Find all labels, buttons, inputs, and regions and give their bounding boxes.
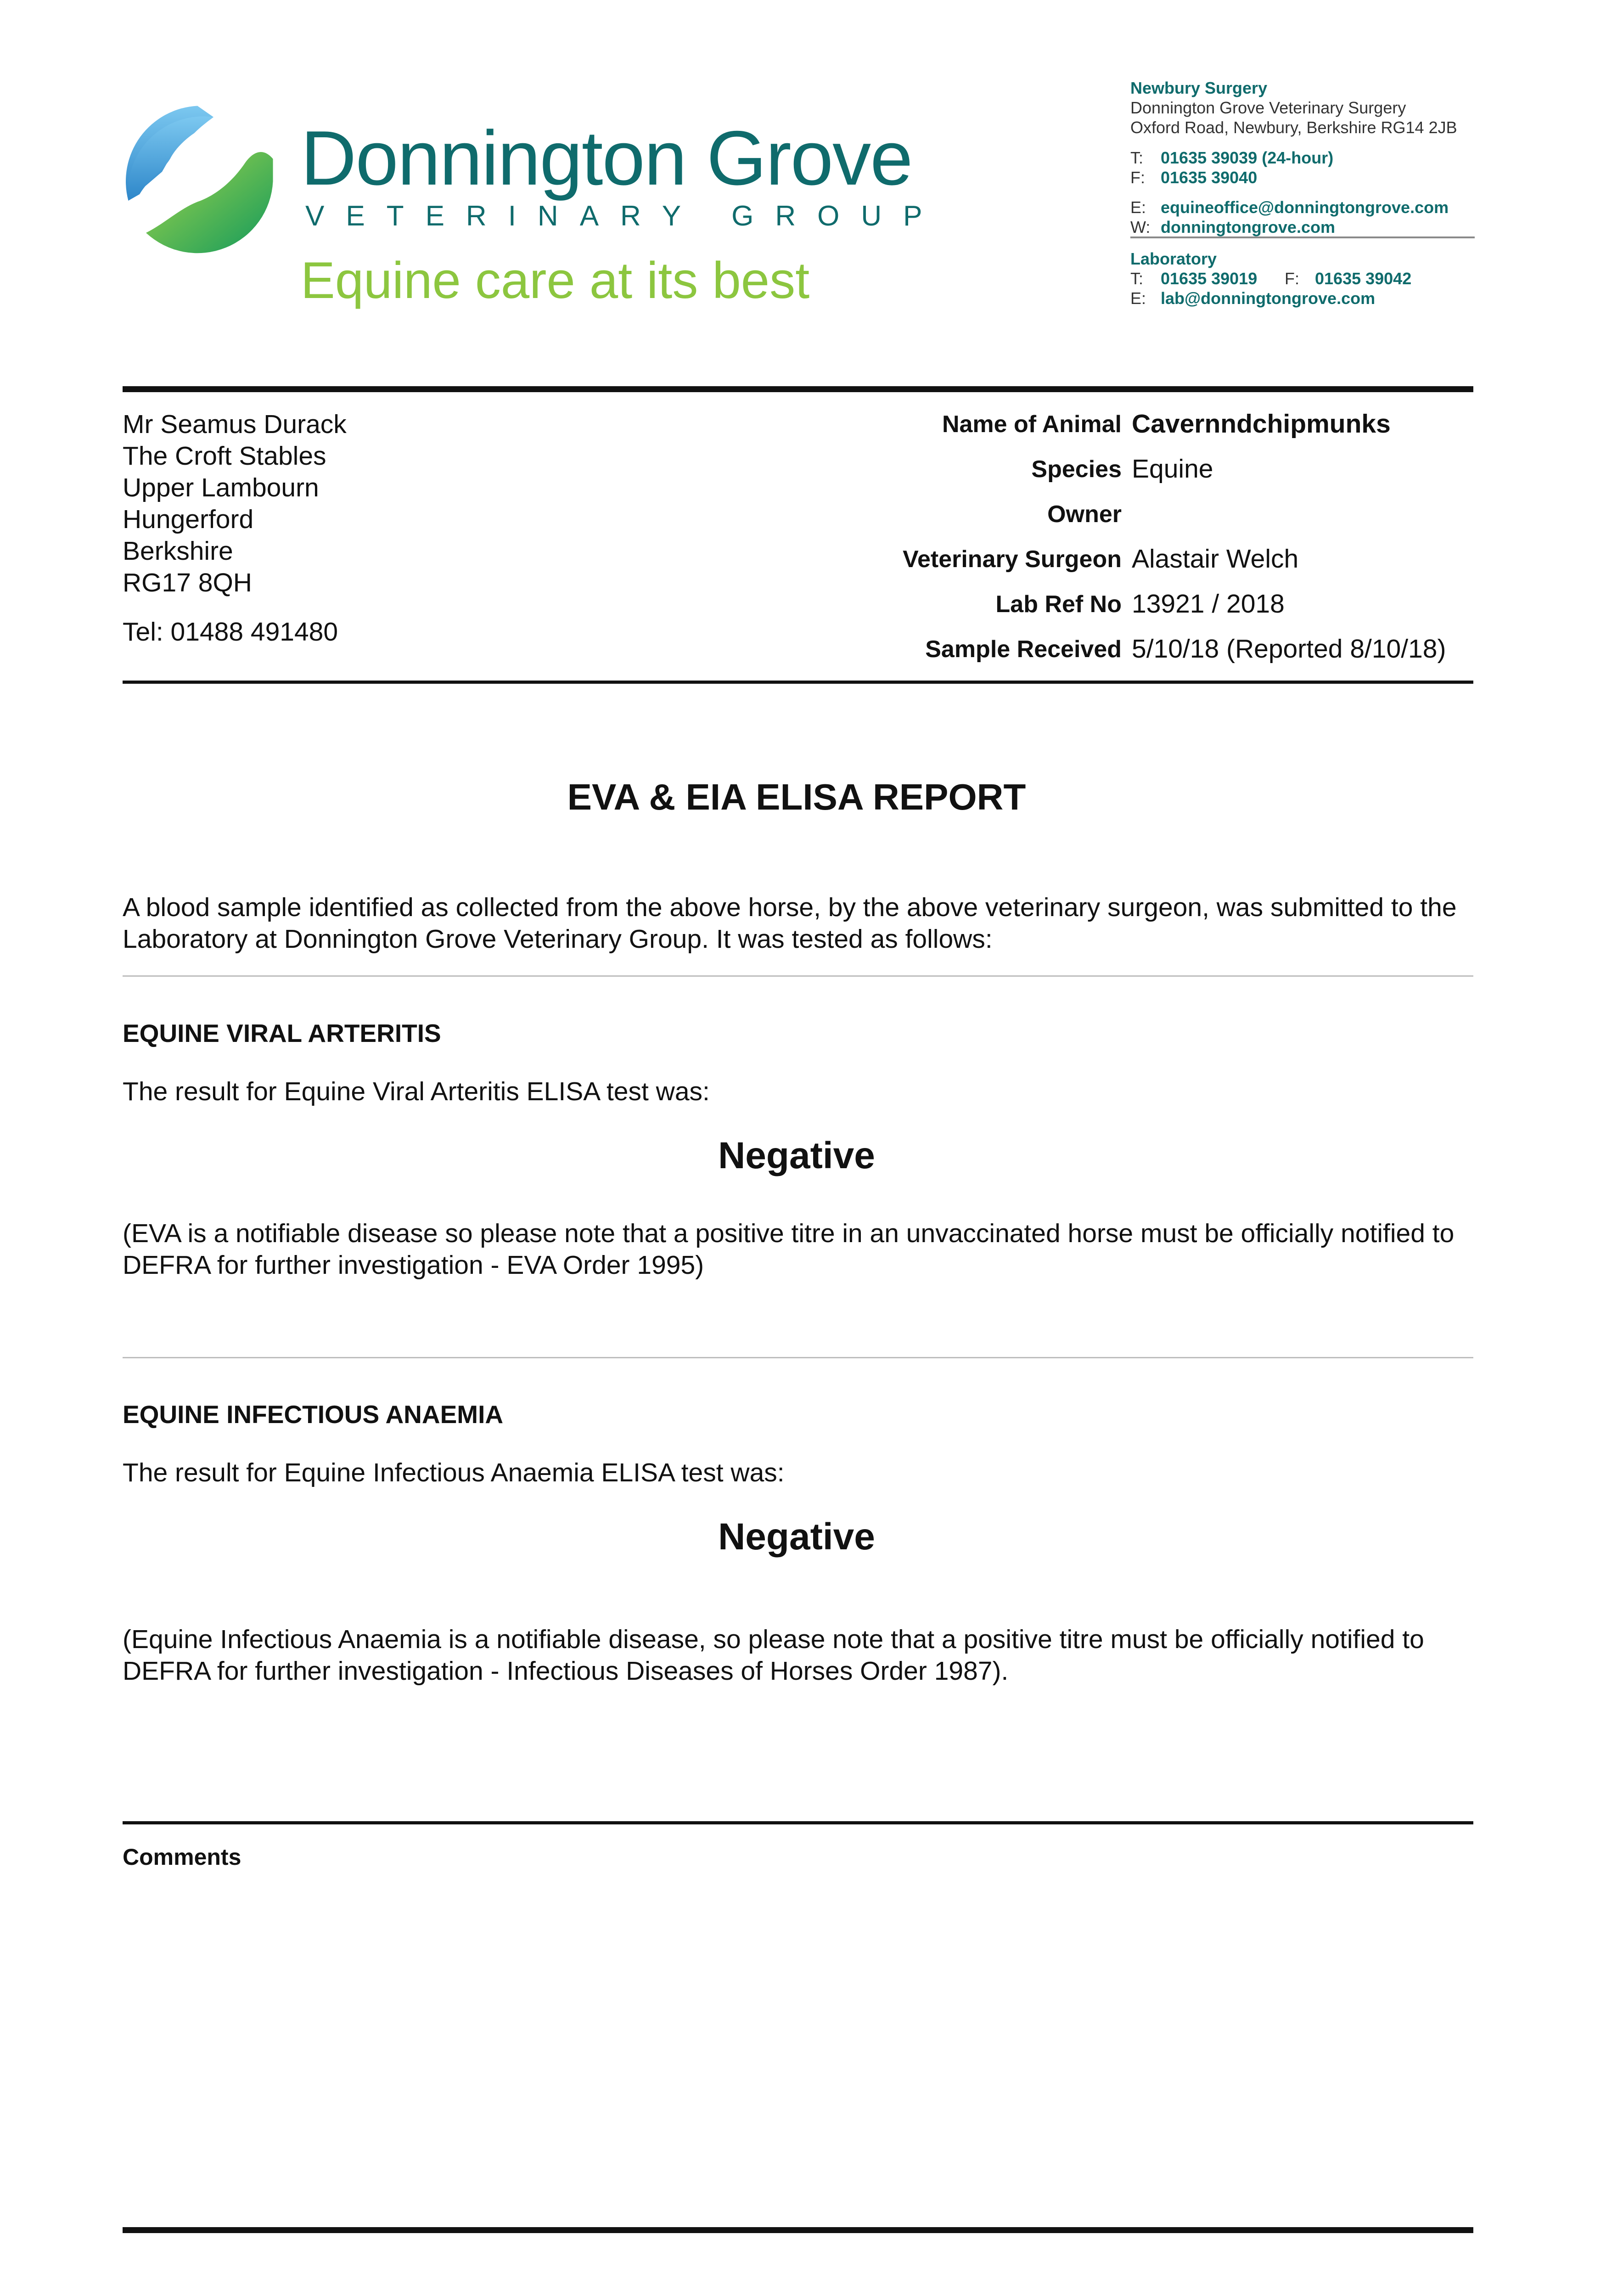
surgery-heading: Newbury Surgery xyxy=(1130,79,1268,97)
surgery-email-link[interactable]: equineoffice@donningtongrove.com xyxy=(1161,197,1449,217)
animal-name-label: Name of Animal xyxy=(942,411,1122,438)
laboratory-fax-label: F: xyxy=(1285,269,1299,288)
surgery-address-line2: Oxford Road, Newbury, Berkshire RG14 2JB xyxy=(1130,118,1457,137)
detail-row-received xyxy=(735,634,1474,679)
comments-rule xyxy=(123,1821,1473,1824)
contact-divider xyxy=(1130,236,1475,238)
detail-row-species xyxy=(735,454,1474,499)
client-name: Mr Seamus Durack xyxy=(123,410,347,439)
species-label: Species xyxy=(1031,456,1122,483)
surgery-web-row xyxy=(1130,217,1475,237)
animal-name: Cavernndchipmunks xyxy=(1132,409,1391,439)
laboratory-tel-label: T: xyxy=(1130,269,1144,288)
lab-ref-value: 13921 / 2018 xyxy=(1132,589,1285,619)
sample-received-label: Sample Received xyxy=(925,636,1122,663)
laboratory-email-label: E: xyxy=(1130,289,1146,308)
surgery-fax: 01635 39040 xyxy=(1161,168,1258,187)
eva-heading: EQUINE VIRAL ARTERITIS xyxy=(123,1019,441,1047)
lab-ref-label: Lab Ref No xyxy=(995,591,1122,618)
brand-tagline: Equine care at its best xyxy=(301,252,810,309)
laboratory-contact xyxy=(1130,249,1475,309)
vet-label: Veterinary Surgeon xyxy=(903,546,1122,573)
laboratory-heading: Laboratory xyxy=(1130,249,1217,268)
client-address-block xyxy=(123,409,347,648)
client-address-line: The Croft Stables xyxy=(123,441,326,471)
sample-received-value: 5/10/18 (Reported 8/10/18) xyxy=(1132,634,1446,664)
vet-value: Alastair Welch xyxy=(1132,544,1299,574)
laboratory-tel[interactable]: 01635 39019 xyxy=(1161,269,1258,288)
comments-label: Comments xyxy=(123,1844,241,1870)
eia-heading: EQUINE INFECTIOUS ANAEMIA xyxy=(123,1400,504,1429)
header-rule xyxy=(123,386,1473,392)
surgery-web-link[interactable]: donningtongrove.com xyxy=(1161,218,1335,237)
report-intro: A blood sample identified as collected from the above horse, by the above veterinary surgeon, was submitted to the Laboratory at Donnington Grove Veterinary Group. It was tested as follows: xyxy=(123,893,1457,954)
detail-row-labref xyxy=(735,589,1474,634)
footer-rule xyxy=(123,2227,1473,2233)
details-rule xyxy=(123,681,1473,684)
client-address-line: Upper Lambourn xyxy=(123,473,319,502)
report-title: EVA & EIA ELISA REPORT xyxy=(567,777,1026,817)
surgery-tel-label: T: xyxy=(1130,148,1144,167)
client-tel: Tel: 01488 491480 xyxy=(123,617,338,647)
detail-row-owner xyxy=(735,499,1474,544)
eia-note: (Equine Infectious Anaemia is a notifiable disease, so please note that a positive titre must be officially notified to DEFRA for further investigation - Infectious Diseases of Horses Order 1987). xyxy=(123,1625,1424,1686)
eva-note: (EVA is a notifiable disease so please note that a positive titre in an unvaccinated horse must be officially notified to DEFRA for further investigation - EVA Order 1995) xyxy=(123,1219,1455,1280)
species-value: Equine xyxy=(1132,454,1213,484)
section-divider xyxy=(123,1357,1473,1358)
brand-subtitle: VETERINARY GROUP xyxy=(305,200,944,232)
laboratory-tel-row xyxy=(1130,269,1475,288)
logo-icon xyxy=(117,101,278,262)
laboratory-email-row xyxy=(1130,288,1475,308)
eia-result: Negative xyxy=(718,1516,875,1558)
section-divider xyxy=(123,975,1473,977)
client-address-line: Berkshire xyxy=(123,536,233,566)
surgery-tel-row xyxy=(1130,148,1475,168)
surgery-email-row xyxy=(1130,197,1475,217)
owner-label: Owner xyxy=(1047,501,1122,528)
detail-row-vet xyxy=(735,544,1474,589)
surgery-fax-row xyxy=(1130,168,1475,187)
brand-name: Donnington Grove xyxy=(301,115,912,201)
laboratory-email-link[interactable]: lab@donningtongrove.com xyxy=(1161,289,1376,308)
surgery-tel[interactable]: 01635 39039 (24-hour) xyxy=(1161,148,1334,167)
client-address-line: Hungerford xyxy=(123,505,254,534)
detail-row-animal xyxy=(735,409,1474,454)
surgery-email-label: E: xyxy=(1130,197,1146,217)
surgery-web-label: W: xyxy=(1130,218,1151,237)
client-postcode: RG17 8QH xyxy=(123,568,252,597)
surgery-address-line1: Donnington Grove Veterinary Surgery xyxy=(1130,98,1406,118)
eva-lead: The result for Equine Viral Arteritis ELISA test was: xyxy=(123,1077,710,1106)
surgery-fax-label: F: xyxy=(1130,168,1145,187)
surgery-contact xyxy=(1130,78,1475,237)
eva-result: Negative xyxy=(718,1135,875,1176)
animal-details xyxy=(735,409,1474,679)
eia-lead: The result for Equine Infectious Anaemia ELISA test was: xyxy=(123,1458,785,1487)
laboratory-fax: 01635 39042 xyxy=(1315,269,1412,288)
